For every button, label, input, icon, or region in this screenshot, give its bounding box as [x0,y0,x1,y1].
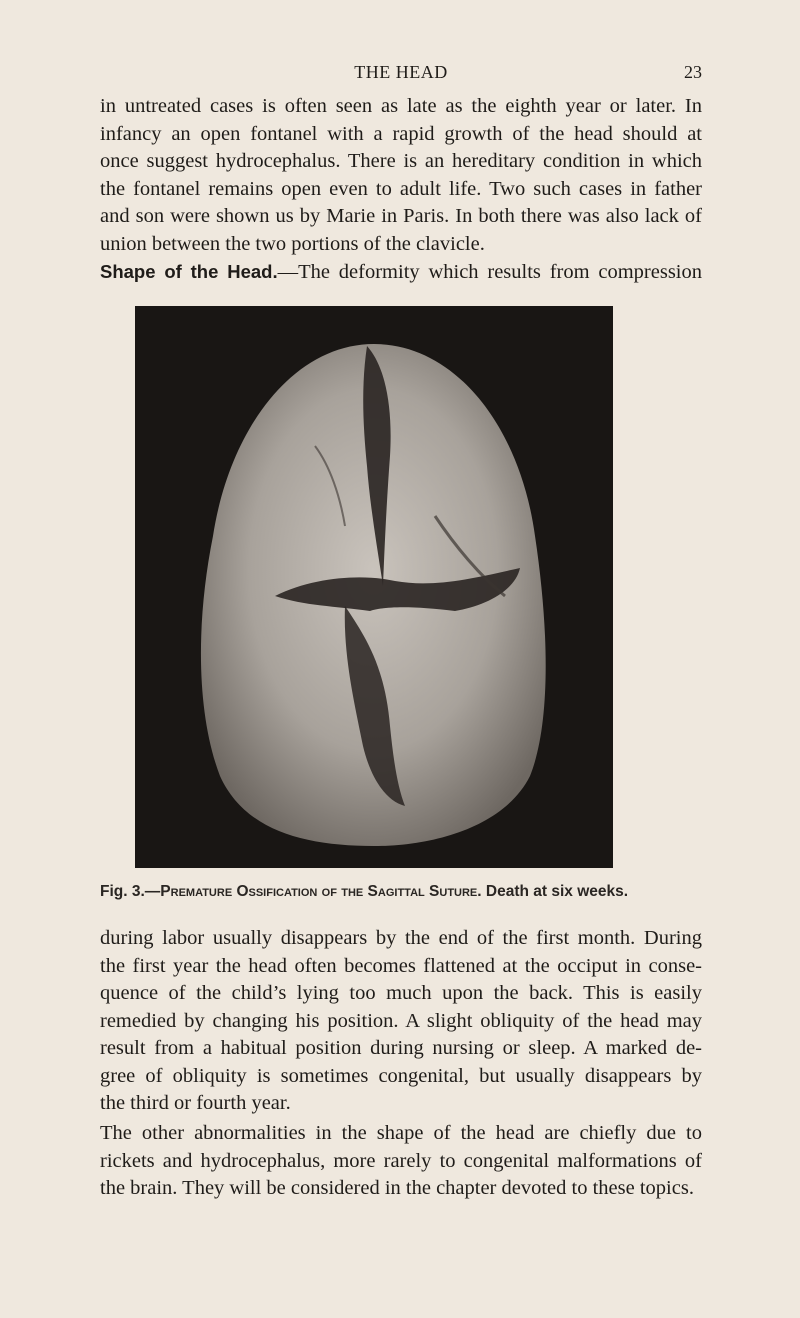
page-header [100,62,702,90]
paragraph-labor-deformity [100,925,702,1118]
text-line: gree of obliquity is sometimes congenital, but usually disappears by [100,1064,702,1087]
text-line: rickets and hydrocephalus, more rarely to congenital malformations of [100,1149,702,1172]
text-line: once suggest hydrocephalus. There is an hereditary condition in which [100,150,702,172]
running-title: THE HEAD [354,62,448,82]
text-line: result from a habitual position during nursing or sleep. A marked de- [100,1037,702,1059]
text-line: in untreated cases is often seen as late as the eighth year or later. In [100,95,702,117]
skull-illustration [135,306,613,868]
caption-label: Fig. 3. [100,883,145,900]
figure-caption [100,883,710,901]
text-line [100,258,702,287]
text-line: The other abnormalities in the shape of the head are chiefly due to [100,1122,702,1144]
paragraph-other-abnormalities [100,1120,702,1203]
text-line: the first year the head often becomes flattened at the occiput in conse- [100,954,702,977]
text-line: infancy an open fontanel with a rapid growth of the head should at [100,122,702,145]
paragraph-fontanel [100,93,702,258]
page-number: 23 [684,62,702,82]
text-line: and son were shown us by Marie in Paris. In both there was also lack of [100,205,702,227]
skull-photograph [135,306,613,868]
section-heading: Shape of the Head. [100,261,278,282]
caption-note: Death at six weeks. [485,883,629,900]
caption-title: —Premature Ossification of the Sagittal Suture. [144,883,482,900]
text-line: the third or fourth year. [100,1092,291,1114]
paragraph-shape-of-head [100,258,702,287]
text-run: —The deformity which results from compression [277,261,702,283]
text-line: the brain. They will be considered in the chapter devoted to these topics. [100,1177,694,1199]
text-line: union between the two portions of the clavicle. [100,232,485,255]
text-line: quence of the child’s lying too much upon the back. This is easily [100,982,702,1004]
text-line: remedied by changing his position. A slight obliquity of the head may [100,1009,702,1032]
text-line: during labor usually disappears by the end of the first month. During [100,927,702,949]
text-line: the fontanel remains open even to adult life. Two such cases in father [100,177,702,200]
